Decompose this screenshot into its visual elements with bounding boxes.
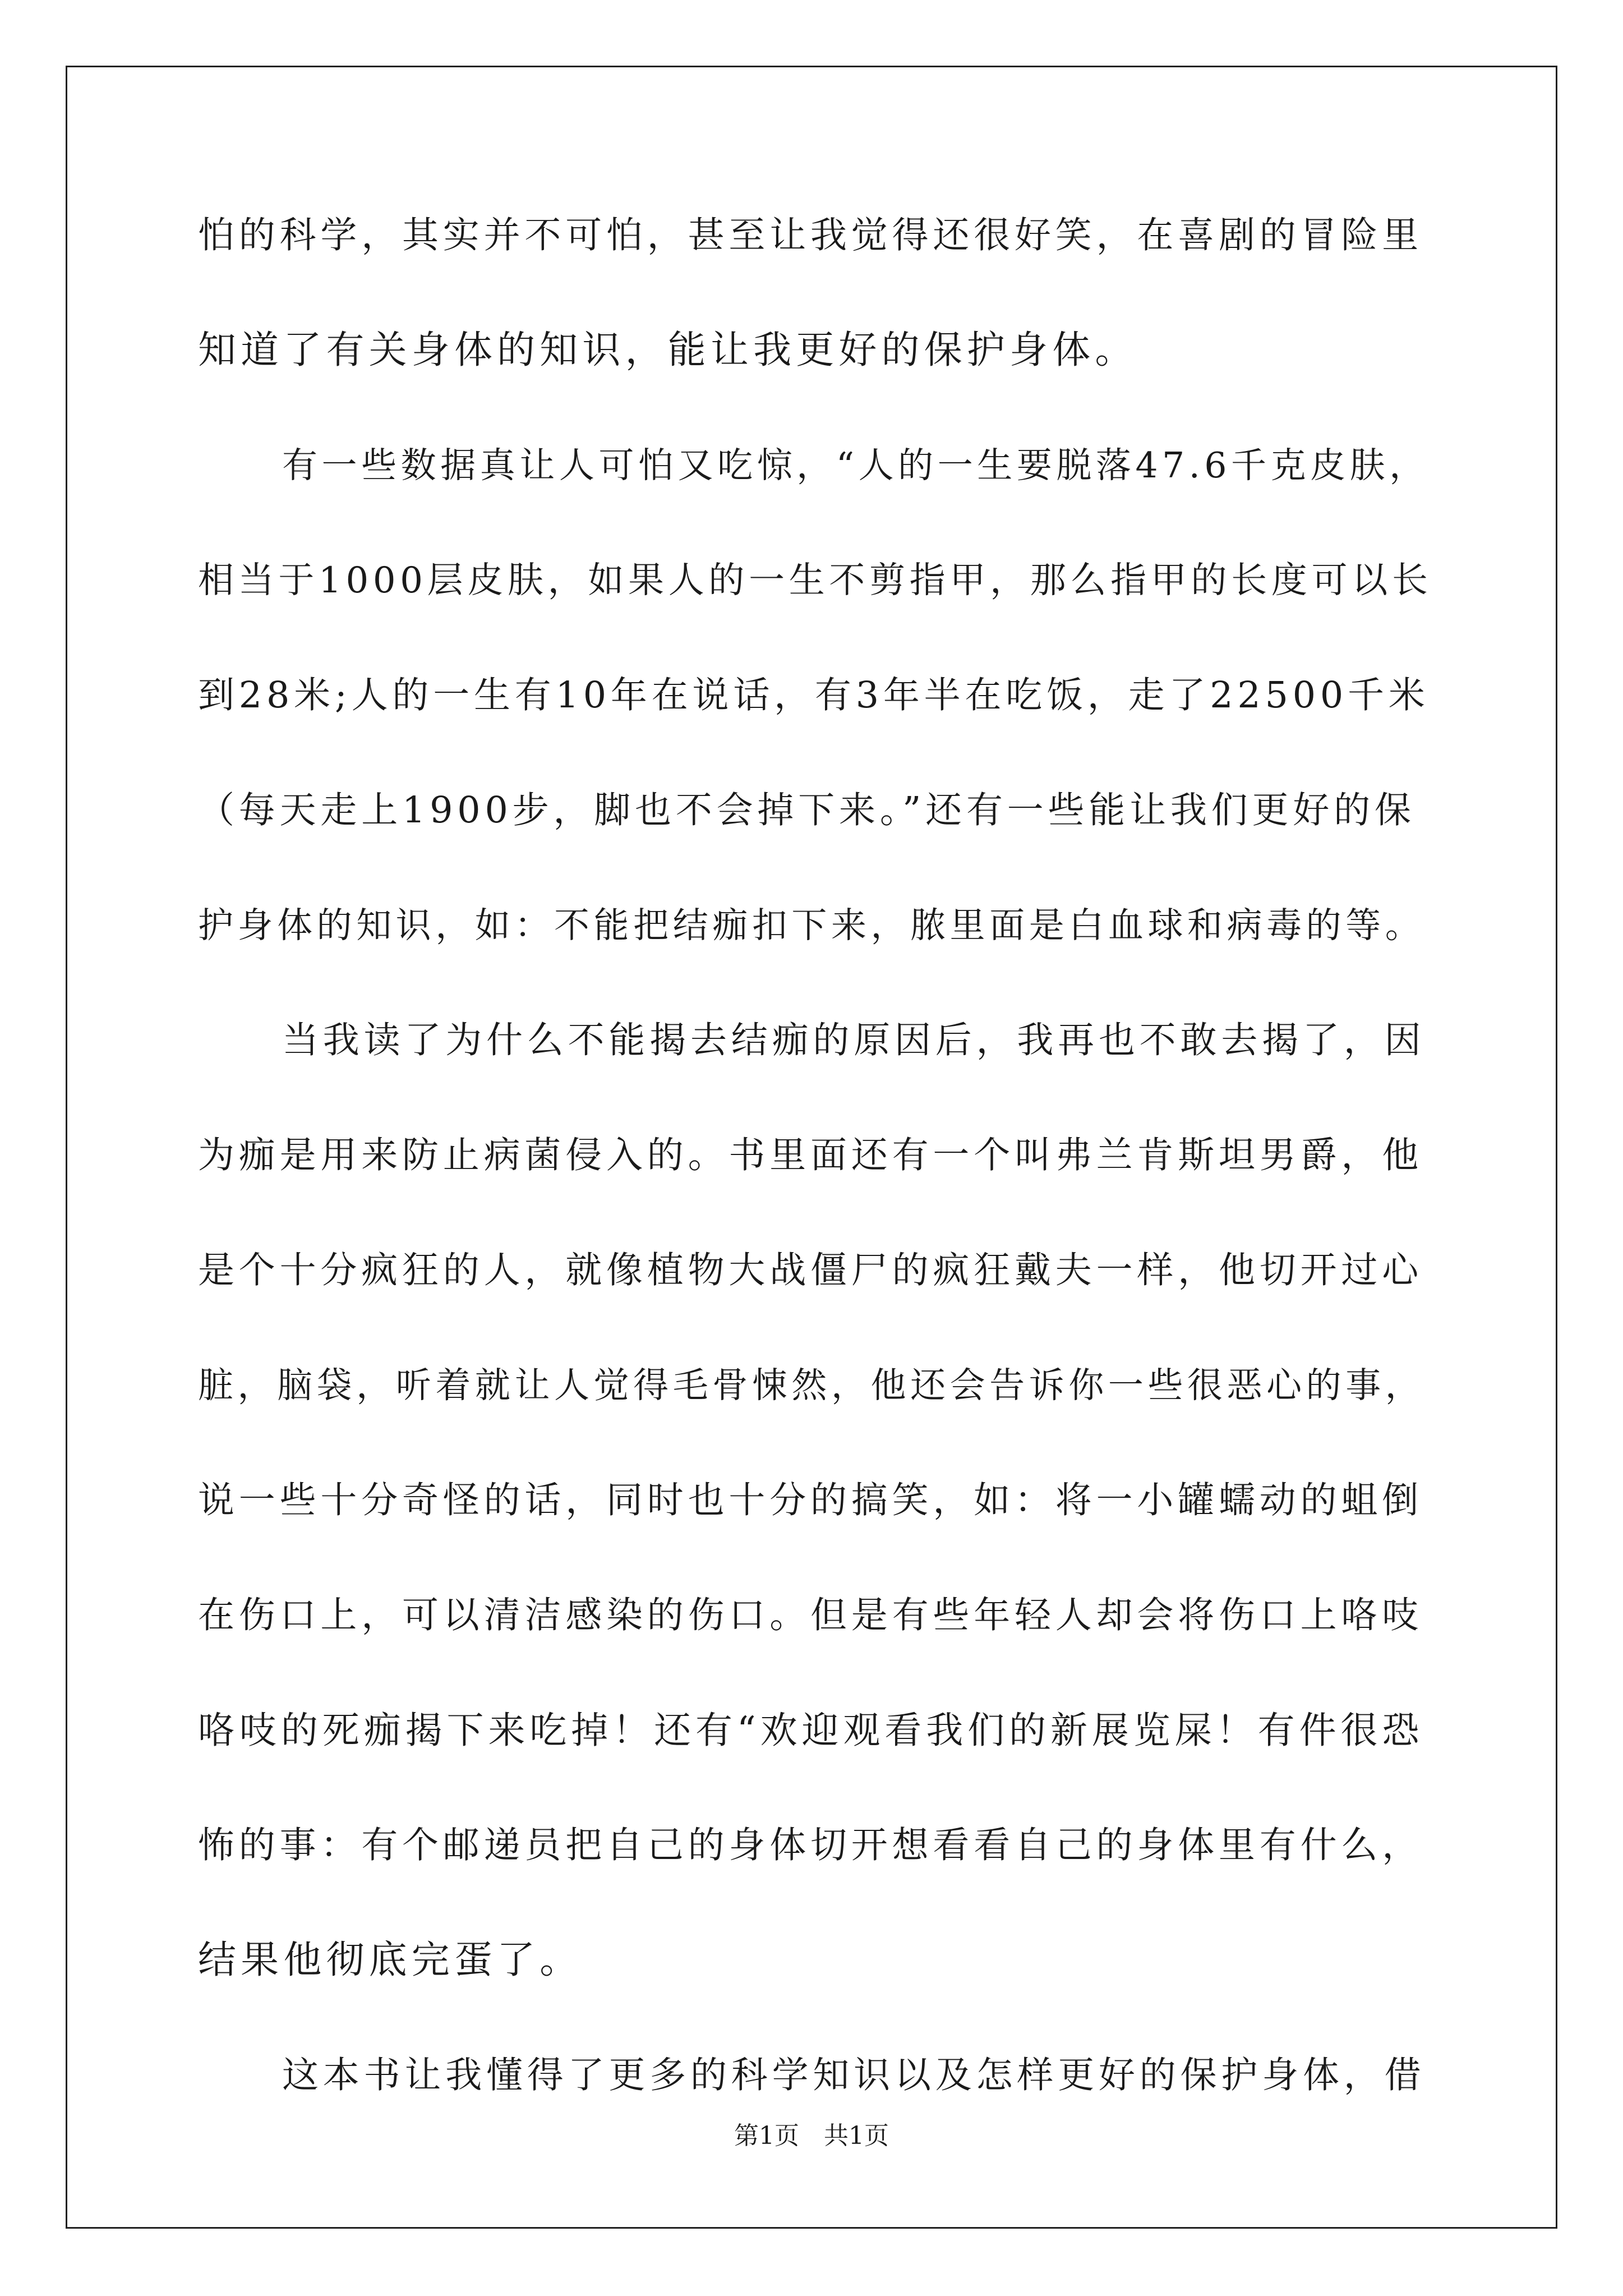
text-line: 为痂是用来防止病菌侵入的。书里面还有一个叫弗兰肯斯坦男爵，他 [198, 1134, 1423, 1176]
text-line: 护身体的知识，如：不能把结痂扣下来，脓里面是白血球和病毒的等。 [198, 905, 1425, 946]
text-line: 在伤口上，可以清洁感染的伤口。但是有些年轻人却会将伤口上咯吱 [198, 1594, 1423, 1636]
document-body [198, 213, 1432, 2168]
paragraph-start-line: 有一些数据真让人可怕又吃惊，“人的一生要脱落47.6千克皮肤， [282, 445, 1429, 486]
text-line: （每天走上1900步，脚也不会掉下来。”还有一些能让我们更好的保 [198, 789, 1415, 831]
text-line: 怖的事：有个邮递员把自己的身体切开想看看自己的身体里有什么， [198, 1824, 1423, 1866]
text-line: 脏，脑袋，听着就让人觉得毛骨悚然，他还会告诉你一些很恶心的事， [198, 1365, 1425, 1406]
text-line: 结果他彻底完蛋了。 [198, 1938, 583, 1982]
text-line: 咯吱的死痂揭下来吃掉！还有“欢迎观看我们的新展览屎！有件很恐 [198, 1709, 1424, 1752]
text-line: 到28米;人的一生有10年在说话，有3年半在吃饭，走了22500千米 [198, 674, 1430, 716]
text-line: 知道了有关身体的知识，能让我更好的保护身体。 [198, 328, 1138, 372]
page-number-footer: 第1页 共1页 [734, 2122, 889, 2150]
text-line: 相当于1000层皮肤，如果人的一生不剪指甲，那么指甲的长度可以长 [198, 560, 1432, 601]
text-line: 说一些十分奇怪的话，同时也十分的搞笑，如：将一小罐蠕动的蛆倒 [198, 1479, 1423, 1521]
text-line: 怕的科学，其实并不可怕，甚至让我觉得还很好笑，在喜剧的冒险里 [198, 214, 1423, 256]
paragraph-start-line: 这本书让我懂得了更多的科学知识以及怎样更好的保护身体，借 [282, 2054, 1426, 2096]
text-line: 是个十分疯狂的人，就像植物大战僵尸的疯狂戴夫一样，他切开过心 [198, 1249, 1423, 1291]
paragraph-start-line: 当我读了为什么不能揭去结痂的原因后，我再也不敢去揭了，因 [282, 1019, 1426, 1061]
